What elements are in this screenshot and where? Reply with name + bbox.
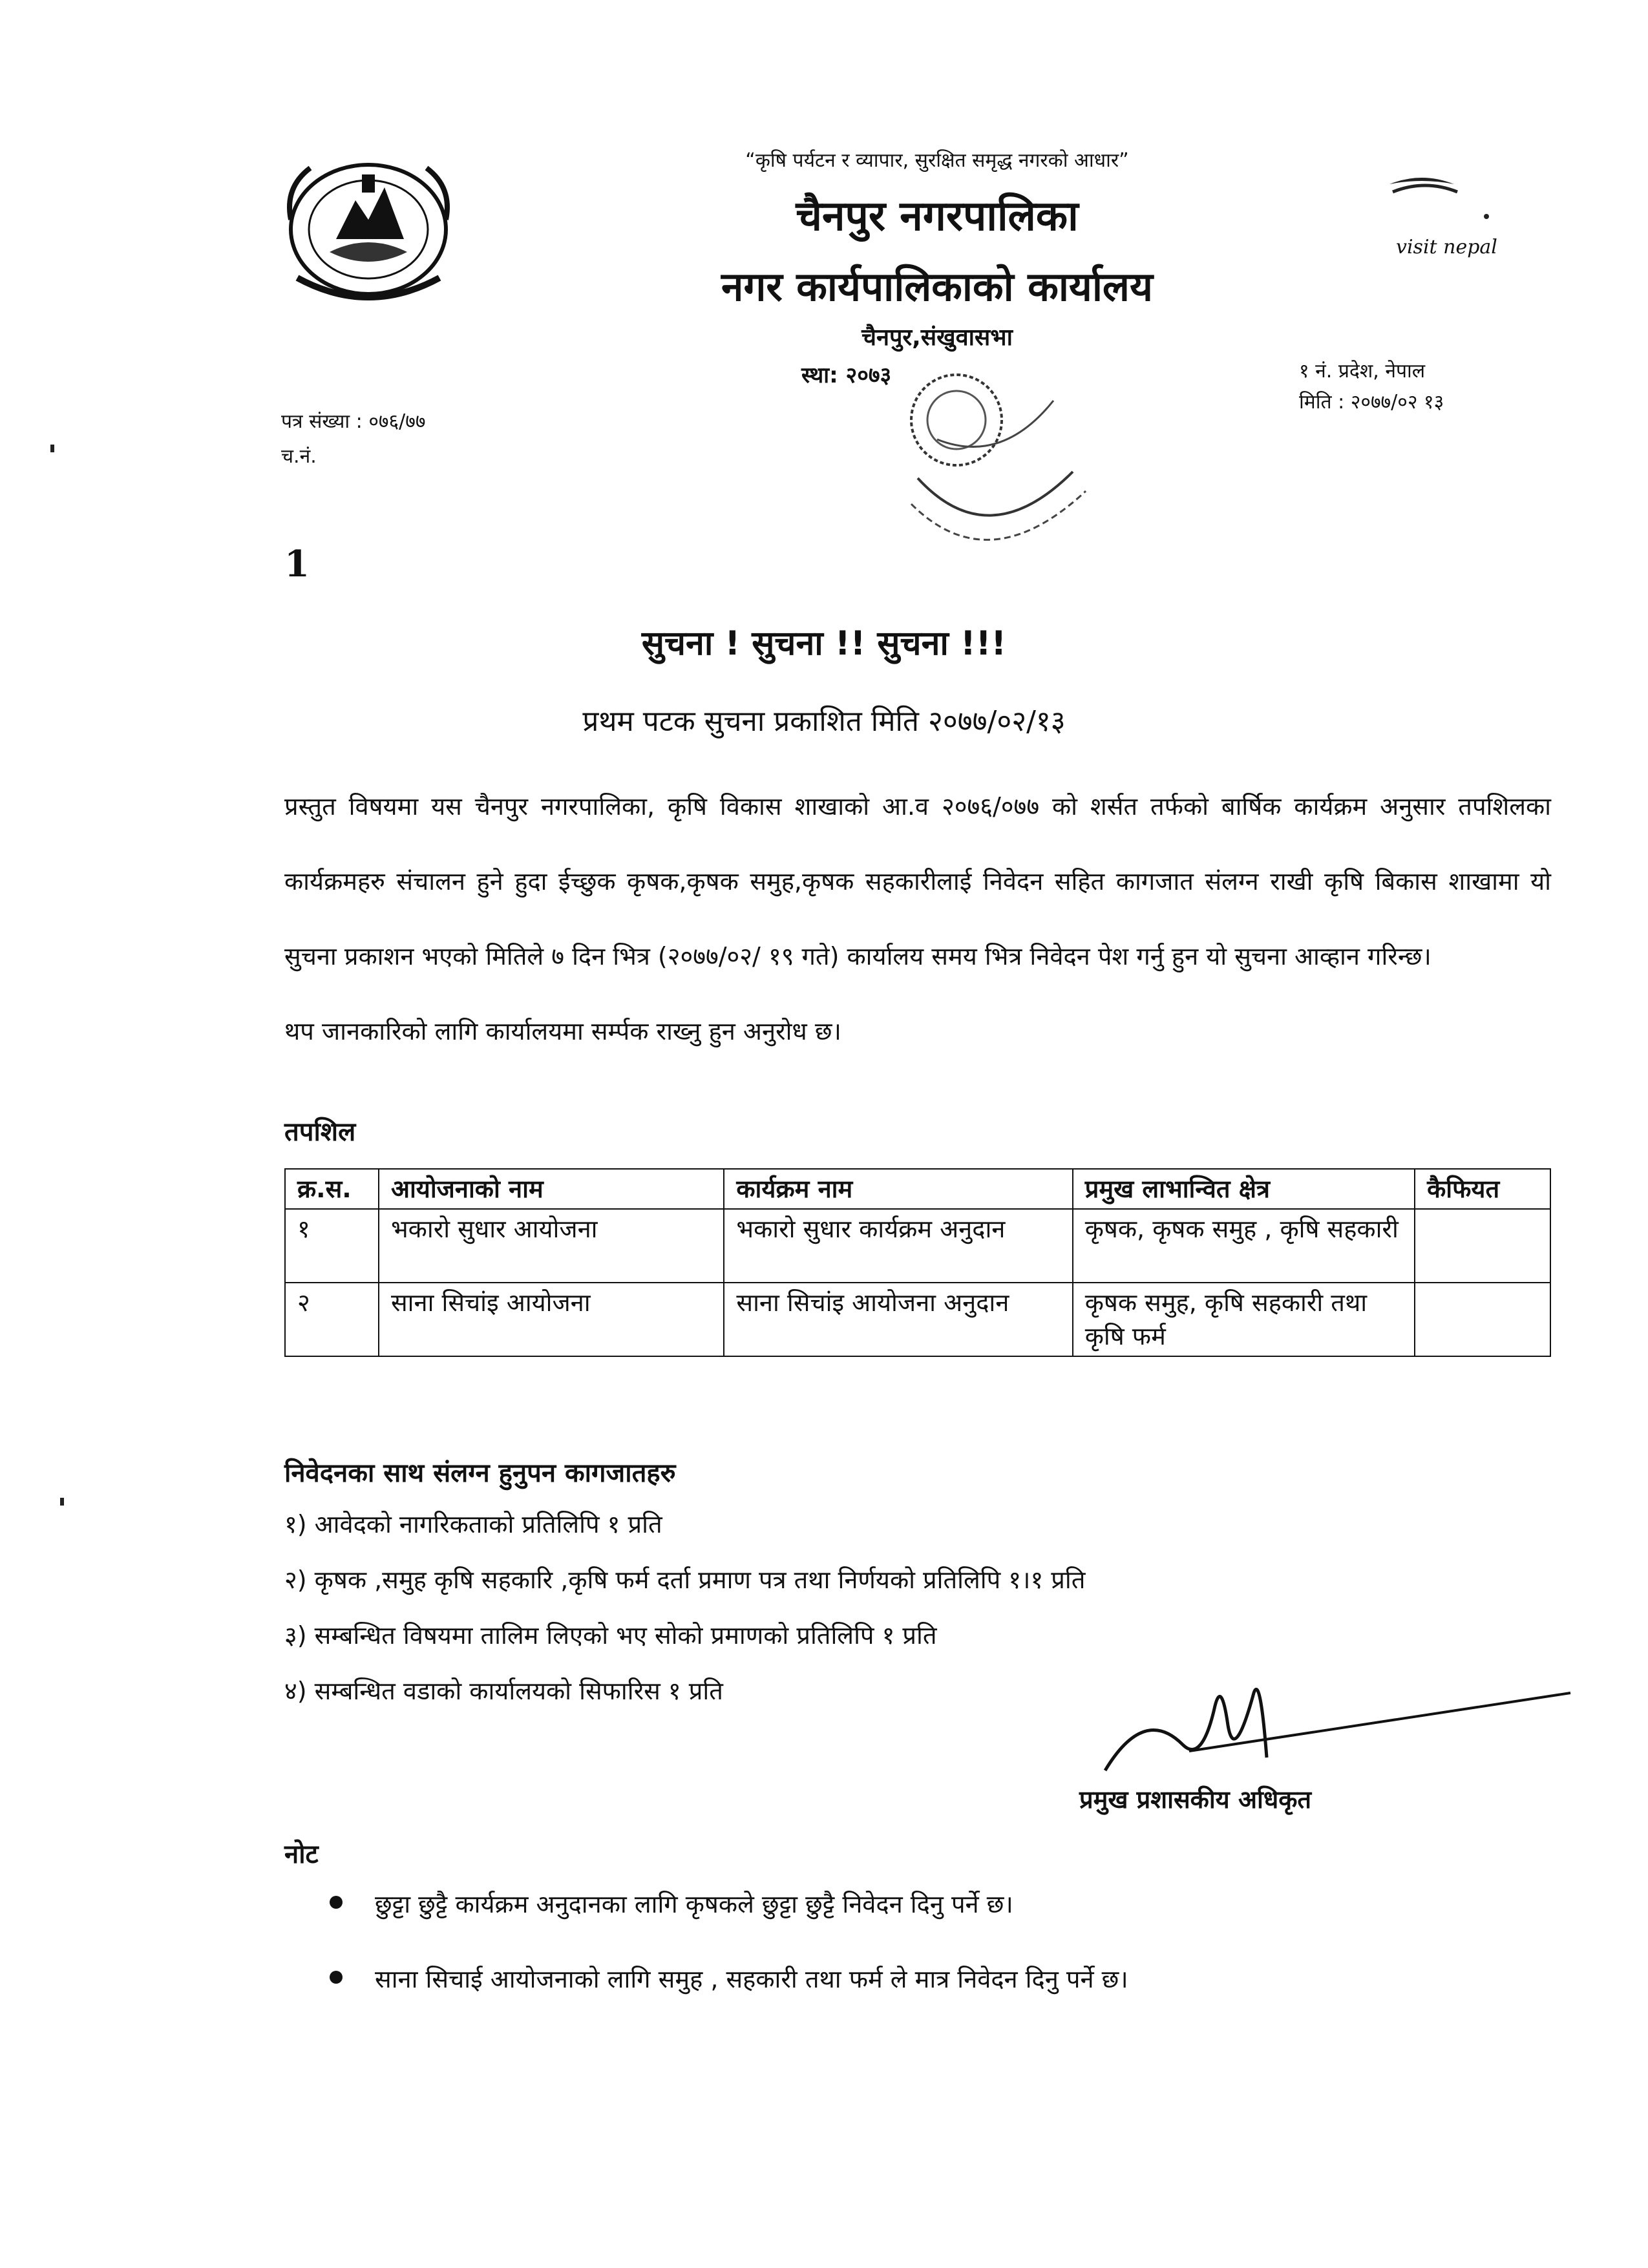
cell-beneficiary: कृषक, कृषक समुह , कृषि सहकारी — [1073, 1209, 1415, 1283]
office-location: चैनपुर,संखुवासभा — [861, 324, 1013, 351]
cell-remarks — [1415, 1283, 1550, 1356]
cell-project: भकारो सुधार आयोजना — [379, 1209, 724, 1283]
note-text: साना सिचाई आयोजनाको लागि समुह , सहकारी तथा फर्म ले मात्र निवेदन दिनु पर्ने छ। — [375, 1965, 1128, 1993]
bullet-icon — [330, 1896, 343, 1909]
cell-sn: १ — [285, 1209, 379, 1283]
notice-body — [284, 769, 1551, 1069]
note-text: छुट्टा छुट्टै कार्यक्रम अनुदानका लागि कृषकले छुट्टा छुट्टै निवेदन दिनु पर्ने छ। — [375, 1890, 1013, 1918]
established-label: स्था: २०७३ — [801, 362, 892, 388]
cell-beneficiary: कृषक समुह, कृषि सहकारी तथा कृषि फर्म — [1073, 1283, 1415, 1356]
cell-program: साना सिचांइ आयोजना अनुदान — [724, 1283, 1072, 1356]
scan-speck — [50, 445, 54, 452]
scan-speck — [60, 1498, 64, 1506]
notice-body-extra: थप जानकारिको लागि कार्यालयमा सर्म्पक राख्नु हुन अनुरोध छ। — [284, 1017, 841, 1045]
bullet-icon — [330, 1971, 343, 1984]
col-header-sn: क्र.स. — [285, 1169, 379, 1209]
page-mark: 1 — [284, 543, 310, 585]
table-row — [285, 1209, 1550, 1283]
list-item — [330, 1962, 1558, 2037]
schedule-table — [284, 1168, 1551, 1357]
letter-number: पत्र संख्या : ०७६/७७ — [281, 410, 426, 433]
notice-heading: सुचना ! सुचना !! सुचना !!! — [641, 624, 1007, 663]
notice-subheading: प्रथम पटक सुचना प्रकाशित मिति २०७७/०२/१३ — [582, 705, 1066, 738]
cell-sn: २ — [285, 1283, 379, 1356]
table-row — [285, 1283, 1550, 1356]
office-name: नगर कार्यपालिकाको कार्यालय — [721, 263, 1153, 310]
cell-program: भकारो सुधार कार्यक्रम अनुदान — [724, 1209, 1072, 1283]
cell-remarks — [1415, 1209, 1550, 1283]
col-header-program: कार्यक्रम नाम — [724, 1169, 1072, 1209]
org-name: चैनपुर नगरपालिका — [796, 193, 1079, 240]
government-emblem — [271, 149, 465, 310]
notes-list — [330, 1887, 1558, 2037]
table-header-row — [285, 1169, 1550, 1209]
list-item: २) कृषक ,समुह कृषि सहकारि ,कृषि फर्म दर्ता प्रमाण पत्र तथा निर्णयको प्रतिलिपि १।१ प्रति — [284, 1566, 1086, 1594]
signature — [1092, 1667, 1583, 1783]
letter-date: मिति : २०७७/०२ १३ — [1299, 391, 1444, 414]
note-title: नोट — [284, 1840, 319, 1869]
cell-project: साना सिचांइ आयोजना — [379, 1283, 724, 1356]
list-item — [330, 1887, 1558, 1962]
documents-title: निवेदनका साथ संलग्न हुनुपन कागजातहरु — [284, 1458, 676, 1488]
motto: “कृषि पर्यटन र व्यापार, सुरक्षित समृद्ध नगरको आधार” — [745, 149, 1129, 172]
list-item: ४) सम्बन्धित वडाको कार्यालयको सिफारिस १ प्रति — [284, 1677, 723, 1705]
list-item: ३) सम्बन्धित विषयमा तालिम लिएको भए सोको प्रमाणको प्रतिलिपि १ प्रति — [284, 1621, 937, 1650]
dispatch-number: च.नं. — [281, 445, 317, 468]
signatory-title: प्रमुख प्रशासकीय अधिकृत — [1079, 1785, 1312, 1814]
schedule-title: तपशिल — [284, 1117, 356, 1147]
col-header-remarks: कैफियत — [1415, 1169, 1550, 1209]
col-header-project: आयोजनाको नाम — [379, 1169, 724, 1209]
list-item: १) आवेदको नागरिकताको प्रतिलिपि १ प्रति — [284, 1510, 662, 1538]
visit-nepal-text: visit nepal — [1396, 236, 1497, 258]
province-label: १ नं. प्रदेश, नेपाल — [1299, 360, 1426, 383]
office-stamp — [860, 362, 1118, 594]
col-header-beneficiary: प्रमुख लाभान्वित क्षेत्र — [1073, 1169, 1415, 1209]
notice-body-text: प्रस्तुत विषयमा यस चैनपुर नगरपालिका, कृषि विकास शाखाको आ.व २०७६/०७७ को शर्सत तर्फको बार्षिक कार्यक्रम अनुसार तपशिलका कार्यक्रमहरु संचालन हुने हुदा ईच्छुक कृषक,कृषक समुह,कृषक सहकारीलाई निवेदन सहित कागजात संलग्न राखी कृषि बिकास शाखामा यो सुचना प्रकाशन भएको मितिले ७ दिन भित्र (२०७७/०२/ १९ गते) कार्यालय समय भित्र निवेदन पेश गर्नु हुन यो सुचना आव्हान गरिन्छ। — [284, 792, 1551, 971]
visit-nepal-logo — [1377, 165, 1545, 281]
